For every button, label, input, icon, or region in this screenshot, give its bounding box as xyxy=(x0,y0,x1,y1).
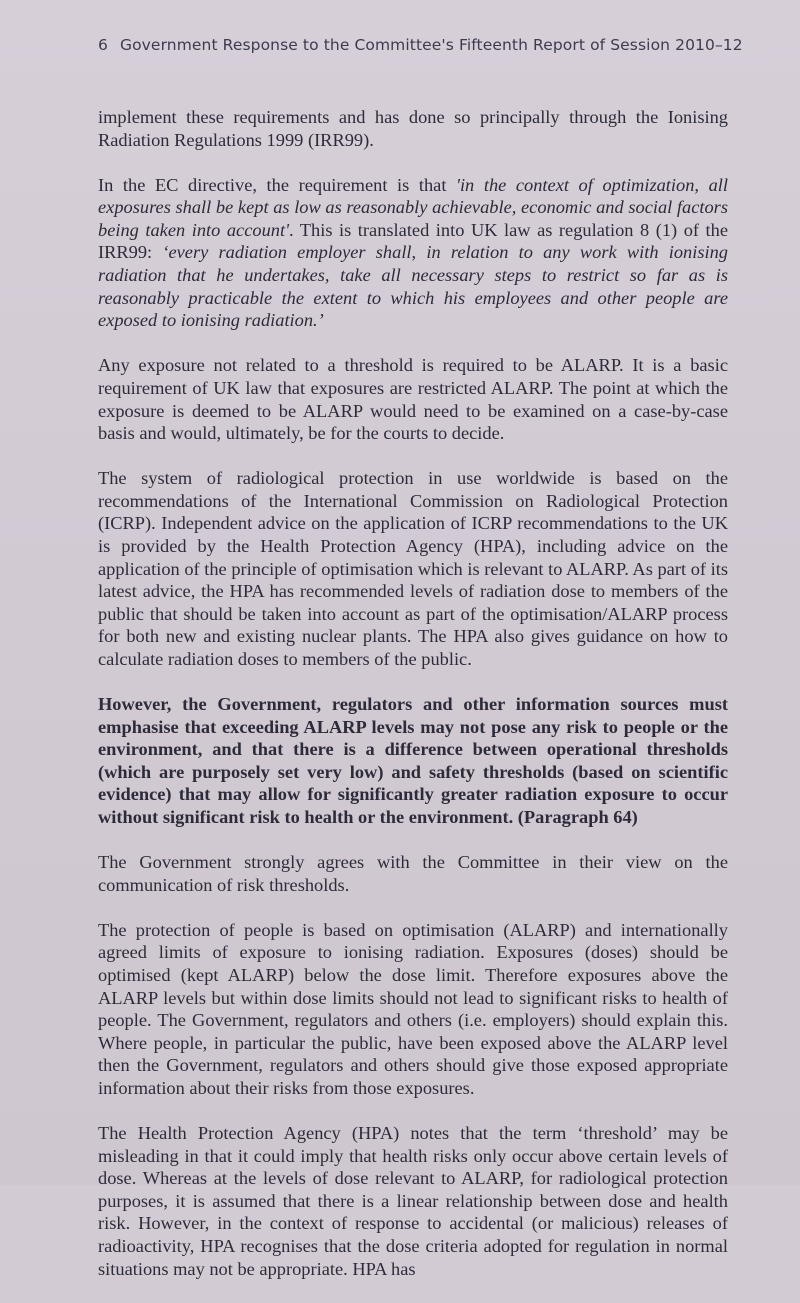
page-number: 6 xyxy=(98,36,108,54)
paragraph-2 xyxy=(98,174,728,332)
paragraph-7: The protection of people is based on optimisation (ALARP) and internationally agreed limits of exposure to ionising radiation. Exposures (doses) should be optimised (kept ALARP) below the dose limit. Therefore exposures above the ALARP levels but within dose limits should not lead to significant risks to health of people. The Government, regulators and others (i.e. employers) should explain this. Where people, in particular the public, have been exposed above the ALARP level then the Government, regulators and others should give those exposed appropriate information about their risks from those exposures. xyxy=(98,919,728,1098)
paragraph-2-text-b: . This is translated into UK law as regulation 8 (1) of the IRR99: xyxy=(98,219,728,263)
paragraph-2-quote-b: ‘every radiation employer shall, in relation to any work with ionising radiation that he undertakes, take all necessary steps to restrict so far as is reasonably practicable the extent to which his employees and other people are exposed to ionising radiation.’ xyxy=(98,242,728,331)
paragraph-4: The system of radiological protection in use worldwide is based on the recommendations of the International Commission on Radiological Protection (ICRP). Independent advice on the application of ICRP recommendations to the UK is provided by the Health Protection Agency (HPA), including advice on the application of the principle of optimisation which is relevant to ALARP. As part of its latest advice, the HPA has recommended levels of radiation dose to members of the public that should be taken into account as part of the optimisation/ALARP process for both new and existing nuclear plants. The HPA also gives guidance on how to calculate radiation doses to members of the public. xyxy=(98,468,728,669)
paragraph-2-quote-a: 'in the context of optimization, all exposures shall be kept as low as reasonably achievable, economic and social factors being taken into account' xyxy=(98,174,728,240)
committee-recommendation: However, the Government, regulators and other information sources must emphasise that exceeding ALARP levels may not pose any risk to people or the environment, and that there is a difference between operational thresholds (which are purposely set very low) and safety thresholds (based on scientific evidence) that may allow for significantly greater radiation exposure to occur without significant risk to health or the environment. (Paragraph 64) xyxy=(98,694,728,828)
paragraph-3: Any exposure not related to a threshold is required to be ALARP. It is a basic requirement of UK law that exposures are restricted ALARP. The point at which the exposure is deemed to be ALARP would need to be examined on a case-by-case basis and would, ultimately, be for the courts to decide. xyxy=(98,355,728,444)
paragraph-6: The Government strongly agrees with the Committee in their view on the communication of risk thresholds. xyxy=(98,852,728,895)
document-body xyxy=(98,106,728,1303)
paragraph-8: The Health Protection Agency (HPA) notes that the term ‘threshold’ may be misleading in that it could imply that health risks only occur above certain levels of dose. Whereas at the levels of dose relevant to ALARP, for radiological protection purposes, it is assumed that there is a linear relationship between dose and health risk. However, in the context of response to accidental (or malicious) releases of radioactivity, HPA recognises that the dose criteria adopted for regulation in normal situations may not be appropriate. HPA has xyxy=(98,1123,728,1279)
header-title: Government Response to the Committee's Fifteenth Report of Session 2010–12 xyxy=(119,36,743,54)
paragraph-2-text-a: In the EC directive, the requirement is that xyxy=(98,174,457,195)
paragraph-1: implement these requirements and has done so principally through the Ionising Radiation Regulations 1999 (IRR99). xyxy=(98,107,728,150)
running-header xyxy=(98,36,743,54)
